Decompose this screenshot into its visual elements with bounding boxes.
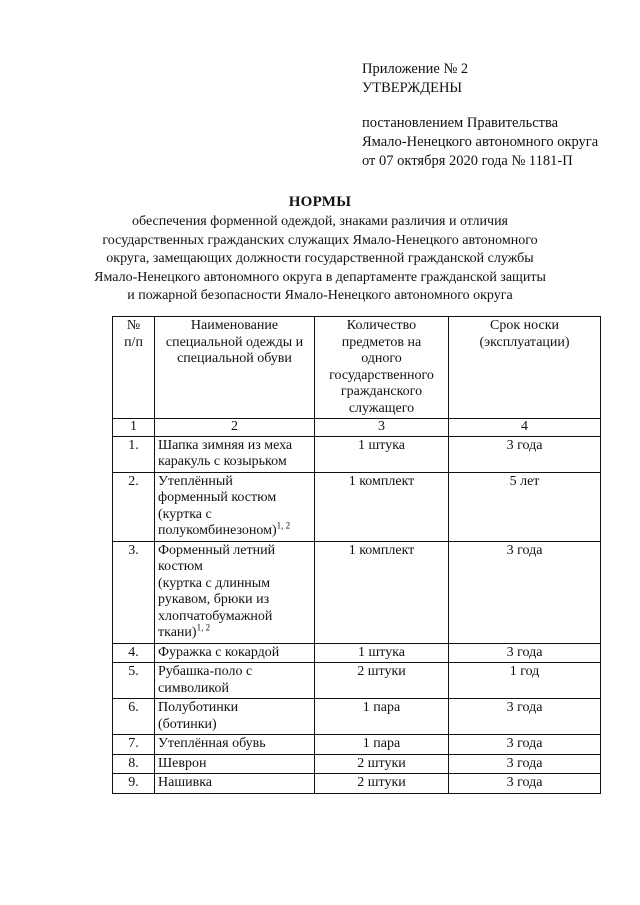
document-title: НОРМЫ [288, 194, 352, 210]
subtitle-line: обеспечения форменной одеждой, знаками различия и отличия [132, 214, 508, 229]
item-term: 3 года [449, 436, 601, 472]
item-name-line: Утеплённая обувь [158, 736, 266, 751]
item-name-line: Утеплённый [158, 473, 233, 489]
item-term: 3 года [449, 754, 601, 774]
item-quantity: 1 штука [315, 436, 449, 472]
item-name [155, 754, 315, 774]
row-number: 7. [113, 735, 155, 755]
approved-label: УТВЕРЖДЕНЫ [362, 80, 463, 96]
item-name-line: каракуль с козырьком [158, 454, 287, 469]
row-number: 8. [113, 754, 155, 774]
resolution-line-1: постановлением Правительства [362, 115, 559, 131]
subtitle-line: государственных гражданских служащих Ямало-Ненецкого автономного [102, 232, 538, 248]
item-term: 3 года [449, 774, 601, 794]
column-header-number: № п/п [113, 317, 155, 419]
item-quantity: 1 комплект [315, 541, 449, 643]
row-number: 3. [113, 541, 155, 643]
item-quantity: 1 штука [315, 643, 449, 663]
item-name-line: Нашивка [158, 775, 213, 790]
item-name-line: Рубашка-поло с [158, 664, 253, 679]
item-term: 3 года [449, 735, 601, 755]
table-row [113, 472, 601, 541]
table-row [113, 541, 601, 643]
resolution-line-2: Ямало-Ненецкого автономного округа [362, 134, 599, 150]
column-number: 2 [155, 419, 315, 437]
column-header-quantity: Количество предметов на одного государственного гражданского служащего [315, 317, 449, 419]
item-name-line: Шеврон [158, 755, 207, 771]
row-number: 6. [113, 699, 155, 735]
item-name-line: костюм [158, 559, 203, 574]
item-quantity: 1 пара [315, 699, 449, 735]
item-name-line: ткани)$^{1, 2}$ [158, 622, 211, 640]
column-number-row [113, 419, 601, 437]
item-name-line: (куртка с [158, 506, 212, 522]
row-number: 2. [113, 472, 155, 541]
item-name [155, 472, 315, 541]
table-header-row [113, 317, 601, 419]
row-number: 1. [113, 436, 155, 472]
item-name-line: форменный костюм [158, 490, 277, 505]
item-name-line: Полуботинки [158, 700, 239, 715]
column-header-name: Наименование специальной одежды и специальной обуви [155, 317, 315, 419]
subtitle-line: Ямало-Ненецкого автономного округа в департаменте гражданской защиты [94, 269, 546, 285]
footnote-marker: 1, 2 [276, 520, 291, 531]
item-name [155, 541, 315, 643]
item-quantity: 1 комплект [315, 472, 449, 541]
approval-block [362, 60, 632, 171]
item-term: 3 года [449, 699, 601, 735]
item-quantity: 2 штуки [315, 774, 449, 794]
item-name-line: Форменный летний [158, 542, 276, 558]
item-name-line: хлопчатобумажной [158, 608, 273, 624]
table-row [113, 774, 601, 794]
norms-table [112, 316, 601, 794]
appendix-number: Приложение № 2 [362, 61, 469, 77]
item-name [155, 699, 315, 735]
document-subtitle [90, 213, 550, 306]
subtitle-line: округа, замещающих должности государственной гражданской службы [106, 251, 534, 266]
item-name [155, 643, 315, 663]
column-number: 3 [315, 419, 449, 437]
item-name [155, 436, 315, 472]
item-name-line: рукавом, брюки из [158, 592, 270, 607]
item-term: 5 лет [449, 472, 601, 541]
item-name [155, 735, 315, 755]
footnote-marker: 1, 2 [196, 622, 211, 633]
item-quantity: 1 пара [315, 735, 449, 755]
table-row [113, 436, 601, 472]
table-row [113, 754, 601, 774]
table-row [113, 663, 601, 699]
item-name-line: (куртка с длинным [158, 575, 271, 591]
item-name [155, 663, 315, 699]
item-term: 3 года [449, 643, 601, 663]
resolution-line-3: от 07 октября 2020 года № 1181-П [362, 153, 573, 169]
column-number: 4 [449, 419, 601, 437]
item-quantity: 2 штуки [315, 754, 449, 774]
item-term: 1 год [449, 663, 601, 699]
table-row [113, 643, 601, 663]
item-name-line: Шапка зимняя из меха [158, 437, 293, 453]
item-name-line: Фуражка с кокардой [158, 644, 280, 660]
row-number: 5. [113, 663, 155, 699]
subtitle-line: и пожарной безопасности Ямало-Ненецкого автономного округа [127, 288, 513, 303]
item-term: 3 года [449, 541, 601, 643]
table-row [113, 735, 601, 755]
item-quantity: 2 штуки [315, 663, 449, 699]
table-body [113, 436, 601, 793]
row-number: 4. [113, 643, 155, 663]
item-name [155, 774, 315, 794]
item-name-line: (ботинки) [158, 716, 217, 732]
row-number: 9. [113, 774, 155, 794]
item-name-line: полукомбинезоном)$^{1, 2}$ [158, 520, 291, 538]
column-header-term: Срок носки (эксплуатации) [449, 317, 601, 419]
table-row [113, 699, 601, 735]
item-name-line: символикой [158, 680, 229, 696]
column-number: 1 [113, 419, 155, 437]
